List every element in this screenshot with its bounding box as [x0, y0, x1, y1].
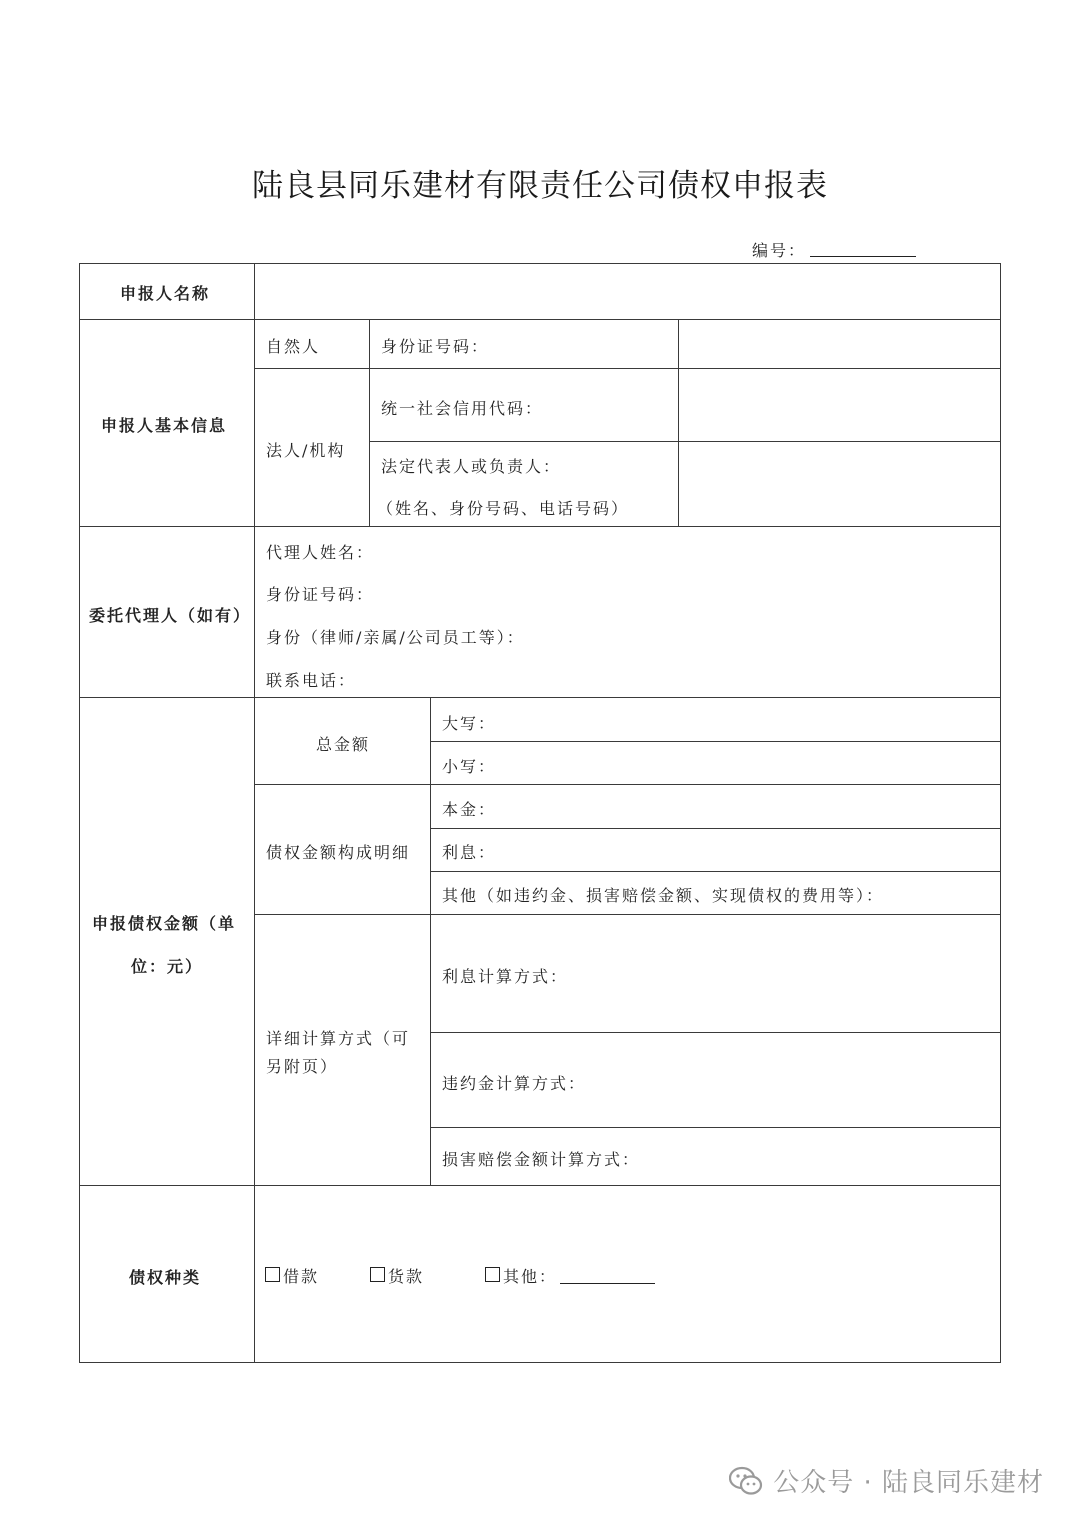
claim-amount-label-cont: 位：元） [131, 957, 204, 976]
row-divider [79, 319, 1001, 320]
label-column-divider [254, 263, 255, 1363]
page-title: 陆良县同乐建材有限责任公司债权申报表 [252, 168, 828, 204]
legal-entity-label: 法人/机构 [266, 441, 346, 460]
credit-code-label: 统一社会信用代码： [381, 399, 544, 418]
basic-info-label: 申报人基本信息 [101, 416, 228, 435]
serial-number-label: 编号： [752, 241, 807, 260]
row-divider [369, 441, 1001, 442]
row-divider [254, 368, 1001, 369]
calc-method-label: 详细计算方式（可 [266, 1029, 411, 1048]
row-divider [79, 697, 1001, 698]
applicant-name-field[interactable] [256, 265, 999, 318]
legal-rep-field[interactable] [680, 443, 999, 525]
damages-calc-label: 损害赔偿金额计算方式： [442, 1150, 641, 1169]
other-type-checkbox[interactable] [485, 1267, 500, 1282]
goods-payment-checkbox[interactable] [370, 1267, 385, 1282]
natural-person-label: 自然人 [266, 337, 321, 356]
legal-rep-note: （姓名、身份号码、电话号码） [377, 499, 630, 518]
credit-code-field[interactable] [680, 370, 999, 440]
goods-payment-option-label: 货款 [388, 1267, 425, 1286]
row-divider [430, 1127, 1001, 1128]
col-divider [369, 319, 370, 526]
claim-amount-label: 申报债权金额（单 [92, 914, 237, 933]
agent-identity-label: 身份（律师/亲属/公司员工等）： [266, 628, 525, 647]
row-divider [430, 1032, 1001, 1033]
agent-phone-label: 联系电话： [266, 671, 357, 690]
id-number-label: 身份证号码： [381, 337, 490, 356]
principal-label: 本金： [442, 800, 497, 819]
agent-id-label: 身份证号码： [266, 585, 375, 604]
row-divider [79, 526, 1001, 527]
legal-rep-label: 法定代表人或负责人： [381, 457, 562, 476]
interest-label: 利息： [442, 843, 497, 862]
calc-method-label-cont: 另附页） [266, 1057, 339, 1076]
col-divider [678, 319, 679, 526]
watermark [729, 1462, 1044, 1499]
penalty-calc-label: 违约金计算方式： [442, 1074, 587, 1093]
row-divider [430, 828, 1001, 829]
agent-label: 委托代理人（如有） [89, 606, 252, 625]
total-amount-label: 总金额 [316, 735, 371, 754]
loan-checkbox[interactable] [265, 1267, 280, 1282]
col-divider [430, 697, 431, 1185]
row-divider [254, 914, 1001, 915]
table-border-bottom [79, 1362, 1001, 1363]
interest-calc-label: 利息计算方式： [442, 967, 569, 986]
watermark-text: 公众号 · 陆良同乐建材 [773, 1468, 1044, 1498]
wechat-icon [729, 1466, 763, 1496]
row-divider [430, 741, 1001, 742]
other-type-field[interactable] [560, 1283, 655, 1284]
loan-option-label: 借款 [283, 1267, 320, 1286]
breakdown-label: 债权金额构成明细 [266, 843, 411, 862]
row-divider [430, 871, 1001, 872]
other-type-option-label: 其他： [503, 1267, 558, 1286]
agent-name-label: 代理人姓名： [266, 543, 375, 562]
claim-type-label: 债权种类 [129, 1268, 202, 1287]
table-border-right [1000, 263, 1001, 1363]
row-divider [79, 1185, 1001, 1186]
uppercase-amount-label: 大写： [442, 714, 497, 733]
id-number-field[interactable] [680, 321, 999, 367]
lowercase-amount-label: 小写： [442, 757, 497, 776]
serial-number-field[interactable] [810, 256, 916, 257]
other-amount-label: 其他（如违约金、损害赔偿金额、实现债权的费用等）： [442, 886, 885, 905]
table-border-left [79, 263, 80, 1363]
table-border-top [79, 263, 1001, 264]
row-divider [254, 784, 1001, 785]
applicant-name-label: 申报人名称 [120, 284, 211, 303]
